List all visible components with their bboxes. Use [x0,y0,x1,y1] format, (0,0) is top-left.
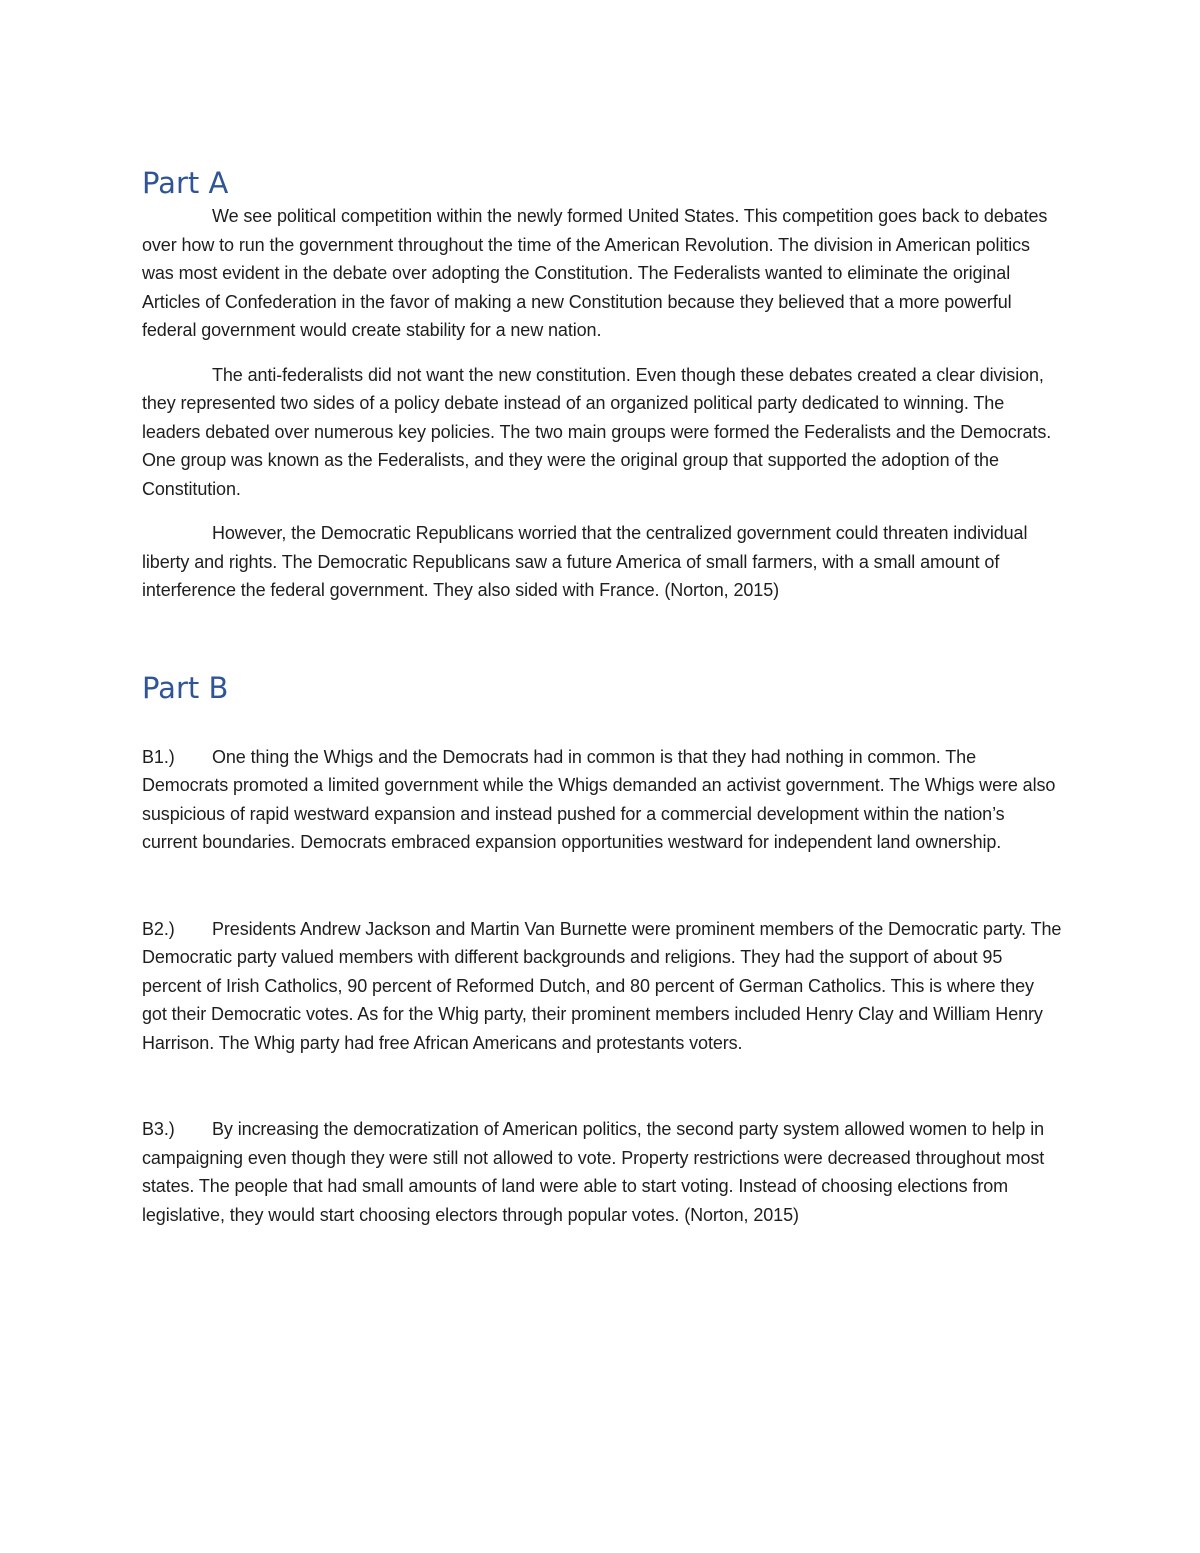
part-b-heading: Part B [142,670,229,705]
part-a-paragraph-3: However, the Democratic Republicans worried that the centralized government could threaten individual liberty and rights. The Democratic Republicans saw a future America of small farmers, with a small amount of interference the federal government. They also sided with France. (Norton, 2015) [142,523,1028,600]
answer-b2-text: Presidents Andrew Jackson and Martin Van Burnette were prominent members of the Democratic party. The Democratic party valued members with different backgrounds and religions. They had the support of about 95 percent of Irish Catholics, 90 percent of Reformed Dutch, and 80 percent of German Catholics. This is where they got their Democratic votes. As for the Whig party, their prominent members included Henry Clay and William Henry Harrison. The Whig party had free African Americans and protestants voters. [142,918,1062,1053]
answer-b3 [142,1115,1062,1229]
answer-b1 [142,743,1062,857]
part-a-section [142,164,1062,605]
answer-b2 [142,915,1062,1058]
answer-b3-label: B3.) [142,1119,175,1139]
answer-b1-label: B1.) [142,746,175,767]
part-a-paragraph-2: The anti-federalists did not want the new constitution. Even though these debates created a clear division, they represented two sides of a policy debate instead of an organized political party dedicated to winning. The leaders debated over numerous key policies. The two main groups were formed the Federalists and the Democrats. One group was known as the Federalists, and they were the original group that supported the adoption of the Constitution. [142,364,1052,499]
answer-b2-label: B2.) [142,918,175,939]
part-a-paragraph-1: We see political competition within the newly formed United States. This competition goes back to debates over how to run the government throughout the time of the American Revolution. The division in American politics was most evident in the debate over adopting the Constitution. The Federalists wanted to eliminate the original Articles of Confederation in the favor of making a new Constitution because they believed that a more powerful federal government would create stability for a new nation. [142,206,1048,340]
document-page [142,164,1062,1229]
answer-b3-text: By increasing the democratization of American politics, the second party system allowed women to help in campaigning even though they were still not allowed to vote. Property restrictions were decreased throughout most states. The people that had small amounts of land were able to start voting. Instead of choosing elections from legislative, they would start choosing electors through popular votes. (Norton, 2015) [142,1119,1045,1225]
part-b-section [142,669,1062,1230]
answer-b1-text: One thing the Whigs and the Democrats had in common is that they had nothing in common. The Democrats promoted a limited government while the Whigs demanded an activist government. The Whigs were also suspicious of rapid westward expansion and instead pushed for a commercial development within the nation’s current boundaries. Democrats embraced expansion opportunities westward for independent land ownership. [142,746,1056,852]
part-a-heading: Part A [142,166,229,200]
